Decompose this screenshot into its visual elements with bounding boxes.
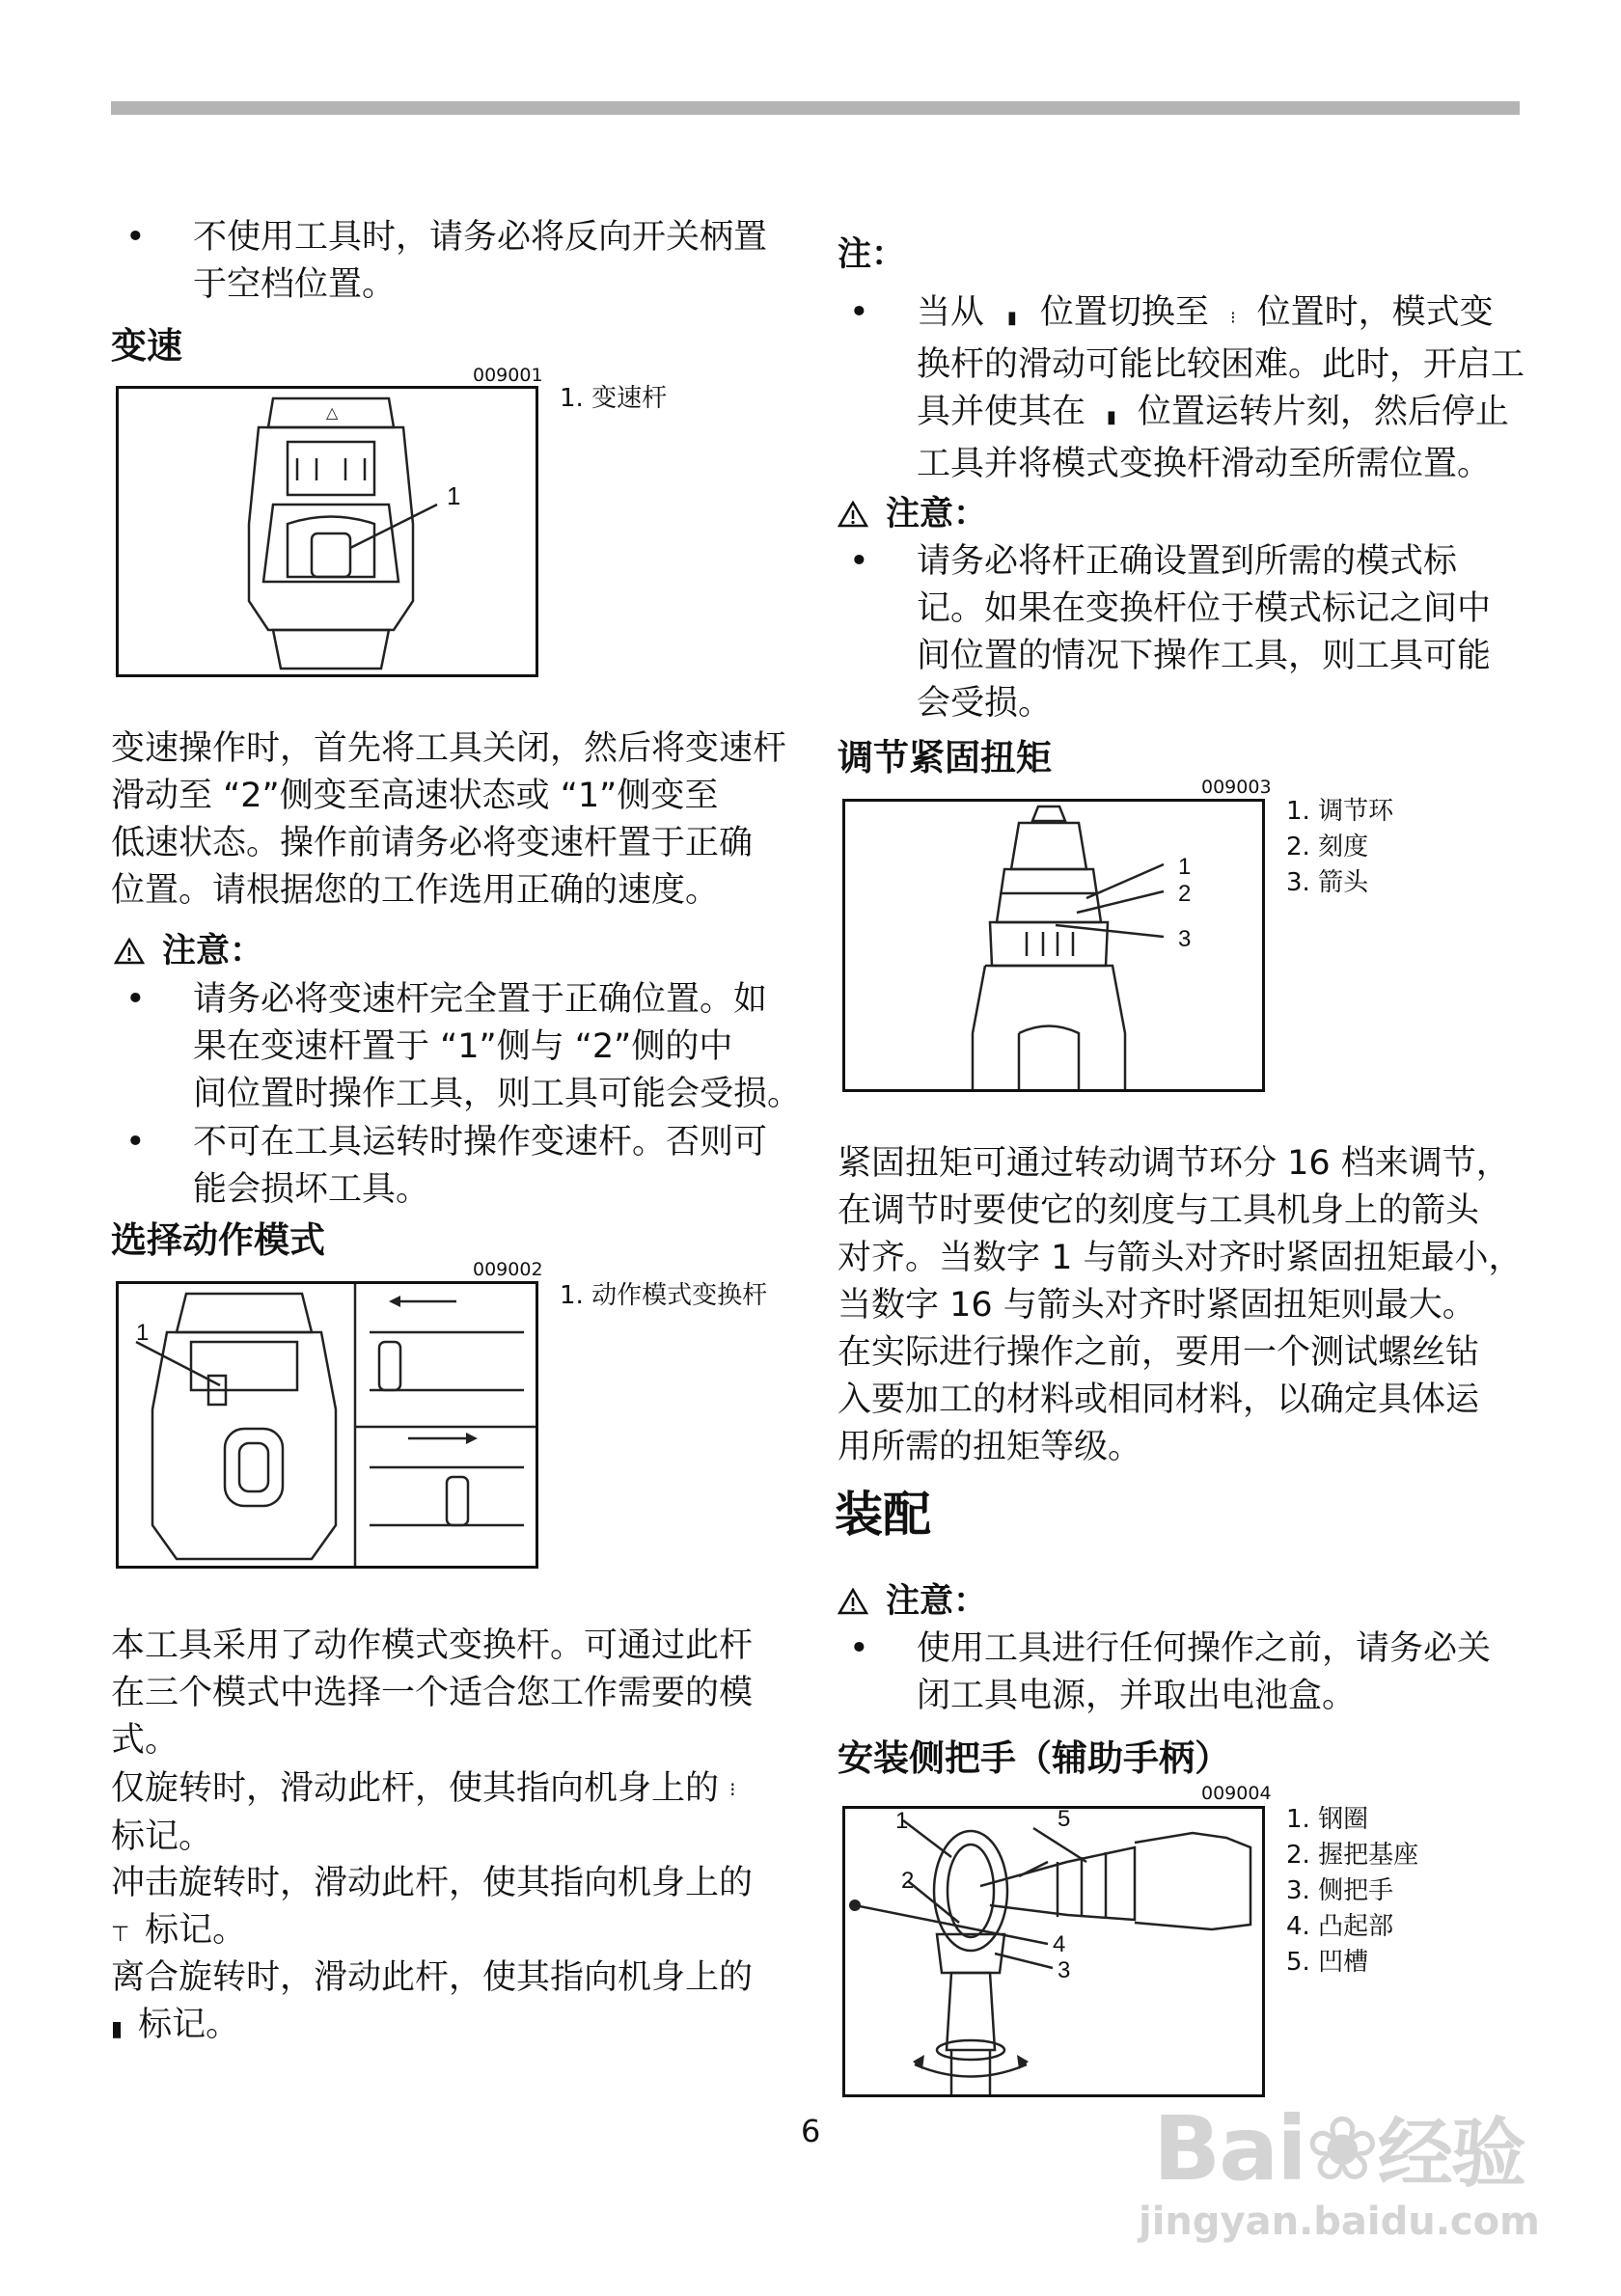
text-line: 标记。 xyxy=(138,2006,240,2044)
bullet-text-line: 不使用工具时，请务必将反向开关柄置 xyxy=(193,218,768,257)
mode-paragraph-1 xyxy=(111,1623,815,1764)
drill-mode-icon: ▮ xyxy=(111,2017,124,2041)
callout-1: 1 xyxy=(895,1809,909,1834)
text-line: 不可在工具运转时操作变速杆。否则可 xyxy=(193,1123,768,1162)
torque-paragraph-2 xyxy=(838,1329,1532,1471)
callout-3: 3 xyxy=(1178,926,1192,952)
caution-label: 注意： xyxy=(886,1582,988,1621)
page-number: 6 xyxy=(801,2113,821,2149)
bullet-icon: • xyxy=(125,218,146,257)
text-line: 能会损坏工具。 xyxy=(193,1170,430,1209)
figure-legend xyxy=(1286,1802,1418,1981)
text-line: 闭工具电源，并取出电池盒。 xyxy=(917,1677,1357,1715)
text-line: 记。如果在变换杆位于模式标记之间中 xyxy=(917,589,1492,628)
text-line: 仅旋转时，滑动此杆，使其指向机身上的 xyxy=(111,1769,720,1808)
figure-legend xyxy=(560,1278,767,1314)
header-rule xyxy=(111,101,1520,115)
callout-1: 1 xyxy=(1178,854,1192,880)
bullet-icon: • xyxy=(125,1123,146,1162)
mode-paragraph-3 xyxy=(111,1860,815,1958)
legend-item: 1. 调节环 xyxy=(1286,797,1394,826)
caution-heading xyxy=(114,924,263,972)
figure-torque-ring xyxy=(842,799,1265,1092)
figure-side-grip xyxy=(842,1806,1265,2097)
caution-heading xyxy=(838,487,987,535)
watermark-url: jingyan.baidu.com xyxy=(1139,2200,1540,2244)
bullet-icon: • xyxy=(849,1629,869,1668)
text-line: 请务必将杆正确设置到所需的模式标 xyxy=(917,542,1458,581)
caution-heading xyxy=(838,1574,987,1623)
heading-assembly: 装配 xyxy=(835,1487,931,1543)
figure-number: 009004 xyxy=(1201,1783,1272,1804)
mode-lever-drawing xyxy=(119,1284,536,1566)
text-line: 用所需的扭矩等级。 xyxy=(838,1428,1142,1466)
heading-side-grip: 安装侧把手（辅助手柄） xyxy=(838,1737,1230,1779)
bullet-text-line: 于空档位置。 xyxy=(193,265,397,304)
heading-speed: 变速 xyxy=(111,325,182,367)
watermark-logo: Bai❀经验 xyxy=(1153,2097,1525,2200)
text-line: 果在变速杆置于 “1”侧与 “2”侧的中 xyxy=(193,1027,733,1066)
text-line: 变速操作时，首先将工具关闭，然后将变速杆 xyxy=(111,729,787,768)
legend-item: 1. 钢圈 xyxy=(1286,1805,1369,1834)
warning-triangle-icon xyxy=(114,938,145,965)
text-line: 标记。 xyxy=(111,1818,213,1856)
figure-number: 009003 xyxy=(1201,777,1272,798)
mode-paragraph-4 xyxy=(111,1954,815,2053)
svg-text:△: △ xyxy=(326,405,339,422)
figure-legend xyxy=(560,381,667,417)
text-line: 式。 xyxy=(111,1721,179,1760)
hammer-mode-icon: ⊤ xyxy=(111,1923,130,1947)
text-line: 标记。 xyxy=(145,1911,247,1950)
figure-speed-lever xyxy=(116,386,538,677)
caution-label: 注意： xyxy=(886,495,988,533)
text-line: 间位置时操作工具，则工具可能会受损。 xyxy=(193,1075,802,1113)
text-line: 当数字 16 与箭头对齐时紧固扭矩则最大。 xyxy=(838,1286,1476,1325)
callout-3: 3 xyxy=(1058,1957,1071,1983)
legend-item: 2. 握把基座 xyxy=(1286,1841,1419,1870)
bullet-icon: • xyxy=(125,980,146,1019)
bullet-icon: • xyxy=(849,542,869,581)
legend-item: 3. 侧把手 xyxy=(1286,1876,1394,1905)
text-line: 位置。请根据您的工作选用正确的速度。 xyxy=(111,871,720,910)
text-line: 在调节时要使它的刻度与工具机身上的箭头 xyxy=(838,1191,1480,1230)
callout-1: 1 xyxy=(447,481,461,510)
side-grip-drawing xyxy=(845,1809,1262,2094)
legend-item: 5. 凹槽 xyxy=(1286,1948,1369,1977)
warning-triangle-icon xyxy=(838,501,868,528)
legend-item: 4. 凸起部 xyxy=(1286,1912,1394,1941)
legend-item: 3. 箭头 xyxy=(1286,868,1369,897)
text-line: 离合旋转时，滑动此杆，使其指向机身上的 xyxy=(111,1958,754,1997)
callout-5: 5 xyxy=(1058,1809,1071,1832)
text-line: 工具并将模式变换杆滑动至所需位置。 xyxy=(917,445,1492,483)
legend-item: 2. 刻度 xyxy=(1286,833,1369,861)
text-line: 滑动至 “2”侧变至高速状态或 “1”侧变至 xyxy=(111,777,719,815)
drill-chuck-drawing xyxy=(845,802,1262,1089)
clutch-mode-icon: ⁝ xyxy=(1229,308,1236,328)
callout-4: 4 xyxy=(1053,1931,1066,1957)
heading-mode: 选择动作模式 xyxy=(111,1219,325,1261)
mode-paragraph-2 xyxy=(111,1765,815,1861)
text-line: 紧固扭矩可通过转动调节环分 16 档来调节， xyxy=(838,1144,1510,1183)
callout-1: 1 xyxy=(136,1320,150,1346)
note-label: 注： xyxy=(838,235,906,274)
clutch-mode-icon: ⁝ xyxy=(729,1778,736,1801)
text-line: 低速状态。操作前请务必将变速杆置于正确 xyxy=(111,824,754,862)
paw-icon: ❀ xyxy=(1305,2097,1378,2200)
text-line: 会受损。 xyxy=(917,684,1053,723)
warning-triangle-icon xyxy=(838,1588,868,1615)
figure-mode-lever xyxy=(116,1281,538,1569)
callout-2: 2 xyxy=(901,1868,915,1894)
callout-2: 2 xyxy=(1178,881,1192,907)
drill-mode-icon: ▮ xyxy=(1107,407,1116,427)
text-line: 换杆的滑动可能比较困难。此时，开启工 xyxy=(917,345,1525,384)
figure-number: 009002 xyxy=(473,1259,543,1280)
drill-mode-icon: ▮ xyxy=(1007,308,1017,328)
text-line: 间位置的情况下操作工具，则工具可能 xyxy=(917,637,1492,675)
speed-paragraph xyxy=(111,725,806,915)
text-line: 入要加工的材料或相同材料，以确定具体运 xyxy=(838,1380,1480,1419)
text-line: 冲击旋转时，滑动此杆，使其指向机身上的 xyxy=(111,1864,754,1902)
figure-legend xyxy=(1286,794,1393,901)
drill-top-view-drawing xyxy=(119,389,536,674)
figure-number: 009001 xyxy=(473,365,543,386)
bullet-icon: • xyxy=(849,293,869,332)
text-line: 在三个模式中选择一个适合您工作需要的模 xyxy=(111,1674,754,1712)
text-line: 使用工具进行任何操作之前，请务必关 xyxy=(917,1629,1492,1668)
text-line: 请务必将变速杆完全置于正确位置。如 xyxy=(193,980,768,1019)
text-line: 对齐。当数字 1 与箭头对齐时紧固扭矩最小， xyxy=(838,1239,1523,1277)
text-line: 本工具采用了动作模式变换杆。可通过此杆 xyxy=(111,1626,754,1665)
text-line: 在实际进行操作之前，要用一个测试螺丝钻 xyxy=(838,1333,1480,1372)
caution-label: 注意： xyxy=(162,932,264,970)
torque-paragraph-1 xyxy=(838,1140,1532,1329)
heading-torque: 调节紧固扭矩 xyxy=(838,737,1052,779)
legend-item: 1. 变速杆 xyxy=(560,384,668,413)
legend-item: 1. 动作模式变换杆 xyxy=(560,1281,768,1310)
